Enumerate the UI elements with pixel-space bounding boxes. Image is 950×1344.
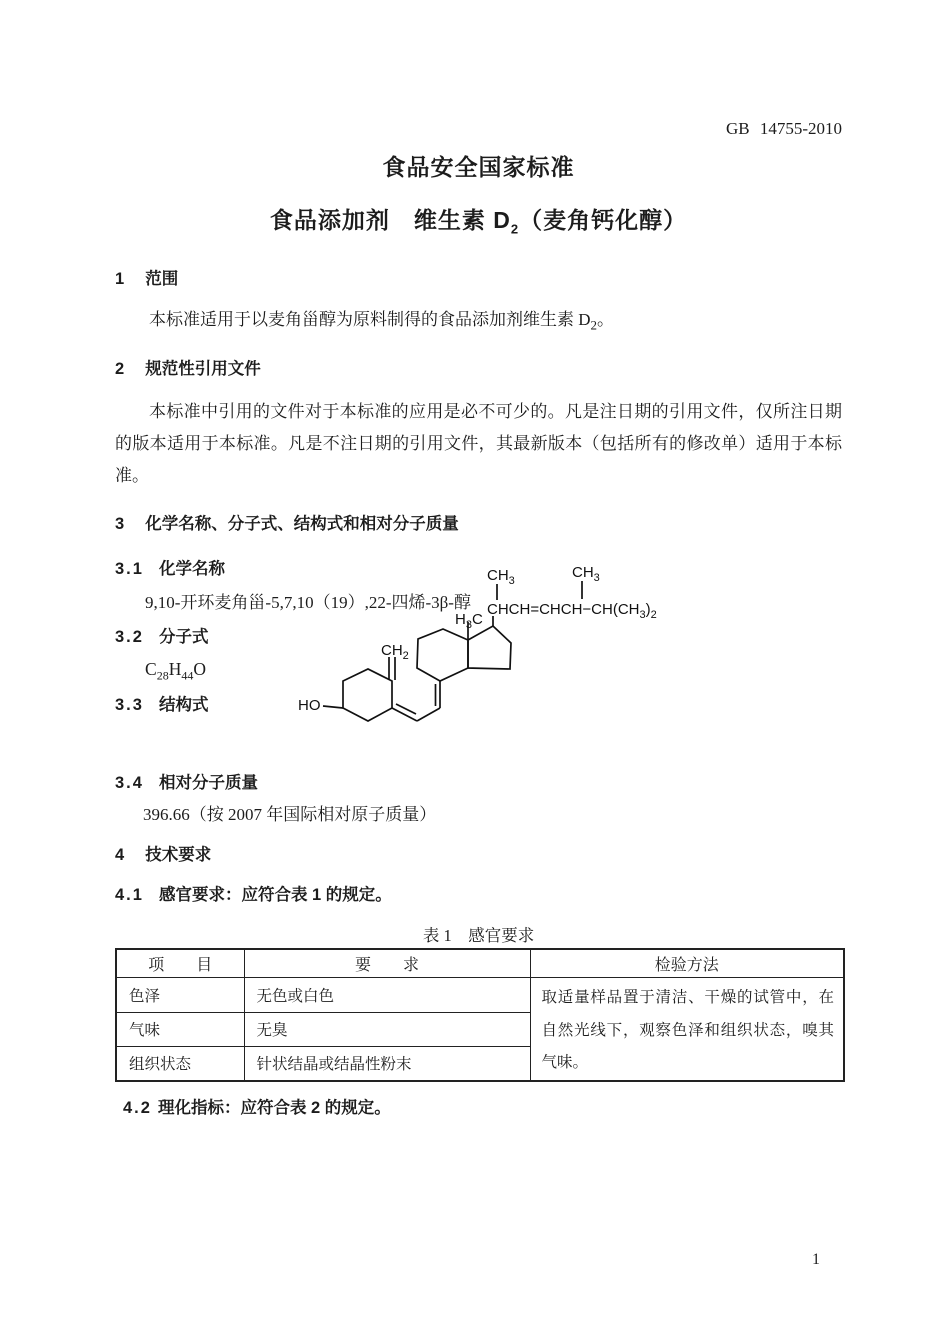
table-row bbox=[116, 978, 844, 1012]
section-4-title: 技术要求 bbox=[145, 846, 212, 865]
header-requirement: 要 求 bbox=[244, 949, 530, 978]
cell-test-method: 取适量样品置于清洁、干燥的试管中，在自然光线下，观察色泽和组织状态，嗅其气味。 bbox=[530, 978, 844, 1081]
section-2-heading bbox=[115, 359, 842, 379]
cell-requirement: 无臭 bbox=[244, 1012, 530, 1046]
cell-item: 色泽 bbox=[116, 978, 244, 1012]
cell-requirement: 无色或白色 bbox=[244, 978, 530, 1012]
vitamin-d2-structure bbox=[290, 558, 770, 753]
molecular-mass-value: 396.66（按 2007 年国际相对原子质量） bbox=[143, 805, 437, 825]
structure-diagram bbox=[290, 558, 770, 753]
document-subtitle bbox=[115, 206, 842, 244]
section-1-heading bbox=[115, 269, 842, 289]
section-3-title: 化学名称、分子式、结构式和相对分子质量 bbox=[145, 514, 459, 533]
vitamin-d2-subscript: 2 bbox=[590, 316, 598, 332]
molecular-formula: $C_{28}H_{44}O$ bbox=[145, 658, 206, 683]
section-2-paragraph: 本标准中引用的文件对于本标准的应用是必不可少的。凡是注日期的引用文件，仅所注日期的版本适用于本标准。凡是不注日期的引用文件，其最新版本（包括所有的修改单）适用于本标准。 bbox=[115, 401, 842, 485]
section-2-title: 规范性引用文件 bbox=[145, 359, 261, 378]
label-methyl-1: $CH_3$ bbox=[487, 566, 515, 587]
section-3-body bbox=[115, 534, 842, 760]
label-methylene: $CH_2$ bbox=[381, 641, 409, 662]
header-item: 项 目 bbox=[116, 949, 244, 978]
label-side-chain: $CHCH=CHCH-CH(CH_3)_2$ bbox=[487, 600, 657, 621]
table-header-row bbox=[116, 949, 844, 978]
table-1-sensory-requirements bbox=[115, 948, 845, 1082]
section-3-1-number: 3.1 bbox=[115, 559, 144, 578]
section-3-4-number: 3.4 bbox=[115, 774, 144, 793]
section-4-2-heading bbox=[115, 1098, 842, 1118]
section-3-3-title: 结构式 bbox=[158, 696, 209, 715]
section-2-number: 2 bbox=[115, 359, 127, 378]
page-content bbox=[115, 0, 842, 1118]
section-4-2-number: 4.2 bbox=[123, 1098, 152, 1117]
section-3-2-number: 3.2 bbox=[115, 627, 144, 646]
cell-item: 组织状态 bbox=[116, 1046, 244, 1081]
section-1-title: 范围 bbox=[145, 269, 179, 288]
section-4-1-title: 感官要求：应符合表 1 的规定。 bbox=[158, 886, 392, 905]
subtitle-text: 食品添加剂 维生素 D bbox=[269, 207, 511, 233]
section-3-4-title: 相对分子质量 bbox=[158, 774, 258, 793]
subtitle-suffix: （麦角钙化醇） bbox=[519, 207, 688, 233]
label-ho: HO bbox=[298, 696, 321, 714]
section-4-1-heading bbox=[115, 885, 842, 905]
label-angular-methyl: $H_3C$ bbox=[455, 610, 483, 631]
section-3-number: 3 bbox=[115, 514, 127, 533]
chemical-name: 9,10-开环麦角甾-5,7,10（19）,22-四烯-3β-醇 bbox=[145, 592, 471, 612]
section-1-paragraph: 本标准适用于以麦角甾醇为原料制得的食品添加剂维生素 $D_2$。 bbox=[149, 309, 615, 332]
section-3-1-title: 化学名称 bbox=[158, 559, 225, 578]
header-method: 检验方法 bbox=[530, 949, 844, 978]
section-3-2-title: 分子式 bbox=[158, 627, 209, 646]
section-4-heading bbox=[115, 845, 842, 865]
subtitle-subscript: 2 bbox=[510, 221, 520, 237]
cell-requirement: 针状结晶或结晶性粉末 bbox=[244, 1046, 530, 1081]
section-1-number: 1 bbox=[115, 269, 127, 288]
section-3-4-heading bbox=[115, 773, 842, 793]
table-1-caption: 表 1 感官要求 bbox=[422, 926, 535, 946]
cell-item: 气味 bbox=[116, 1012, 244, 1046]
page-number: 1 bbox=[812, 1251, 820, 1268]
section-3-heading bbox=[115, 514, 842, 534]
section-4-2-text: 理化指标：应符合表 2 的规定。 bbox=[157, 1098, 391, 1117]
section-3-3-number: 3.3 bbox=[115, 696, 144, 715]
section-4-1-number: 4.1 bbox=[115, 886, 144, 905]
standard-number: GB 14755-2010 bbox=[725, 119, 842, 138]
document-title: 食品安全国家标准 bbox=[382, 154, 575, 180]
label-methyl-2: $CH_3$ bbox=[572, 563, 600, 584]
section-4-number: 4 bbox=[115, 846, 127, 865]
